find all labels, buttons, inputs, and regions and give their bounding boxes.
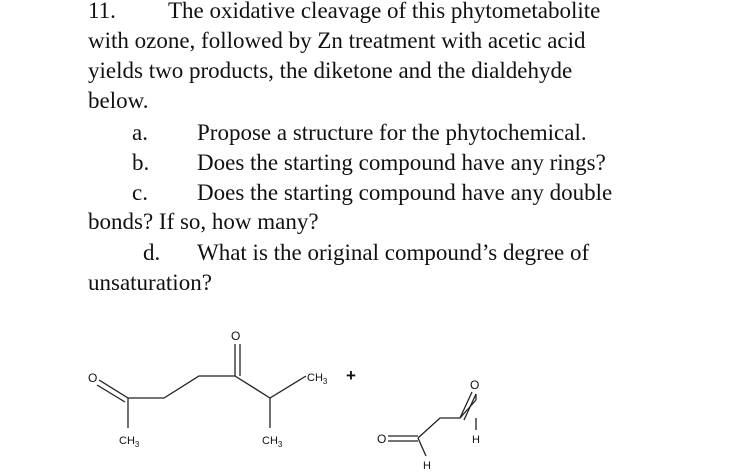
question-text-line-3: yields two products, the diketone and the dialdehyde [88,58,573,83]
question-text-line-1: The oxidative cleavage of this phytometabolite [168,0,601,23]
part-a-label: a. [132,120,148,145]
right-carbonyl-bond-2 [464,394,476,420]
left-aldehyde-h-bond [418,438,426,456]
dialdehyde-o-right: O [470,378,480,392]
part-d-continuation: unsaturation? [88,270,212,295]
dialdehyde-o-left: O [377,432,387,446]
diketone-o-left: O [88,371,98,385]
diketone-backbone [128,376,306,398]
dialdehyde-h-bottom: H [423,460,431,472]
diketone-o-top: O [231,329,241,343]
part-a-text: Propose a structure for the phytochemical. [197,120,587,145]
right-carbonyl-bond [460,392,472,418]
part-c-text: Does the starting compound have any double [197,180,613,205]
question-text-line-2: with ozone, followed by Zn treatment with acetic acid [88,28,586,53]
diketone-structure [88,329,328,449]
dialdehyde-h-right: H [472,434,480,446]
part-b-text: Does the starting compound have any rings? [197,150,606,175]
diketone-ch3-left: $CH_3$ [119,435,140,449]
part-c-continuation: bonds? If so, how many? [88,209,319,234]
dialdehyde-structure [377,378,480,472]
diketone-ch3-middle: $CH_3$ [262,435,283,449]
dialdehyde-backbone [418,400,476,438]
question-text-line-4: below. [88,88,149,113]
plus-sign: + [346,366,356,385]
part-d-text: What is the original compound’s degree of [197,240,590,265]
part-d-label: d. [143,240,161,265]
diketone-ch3-right: $CH_3$ [307,372,328,386]
part-c-label: c. [132,180,148,205]
question-number: 11. [88,0,116,23]
part-b-label: b. [132,150,150,175]
